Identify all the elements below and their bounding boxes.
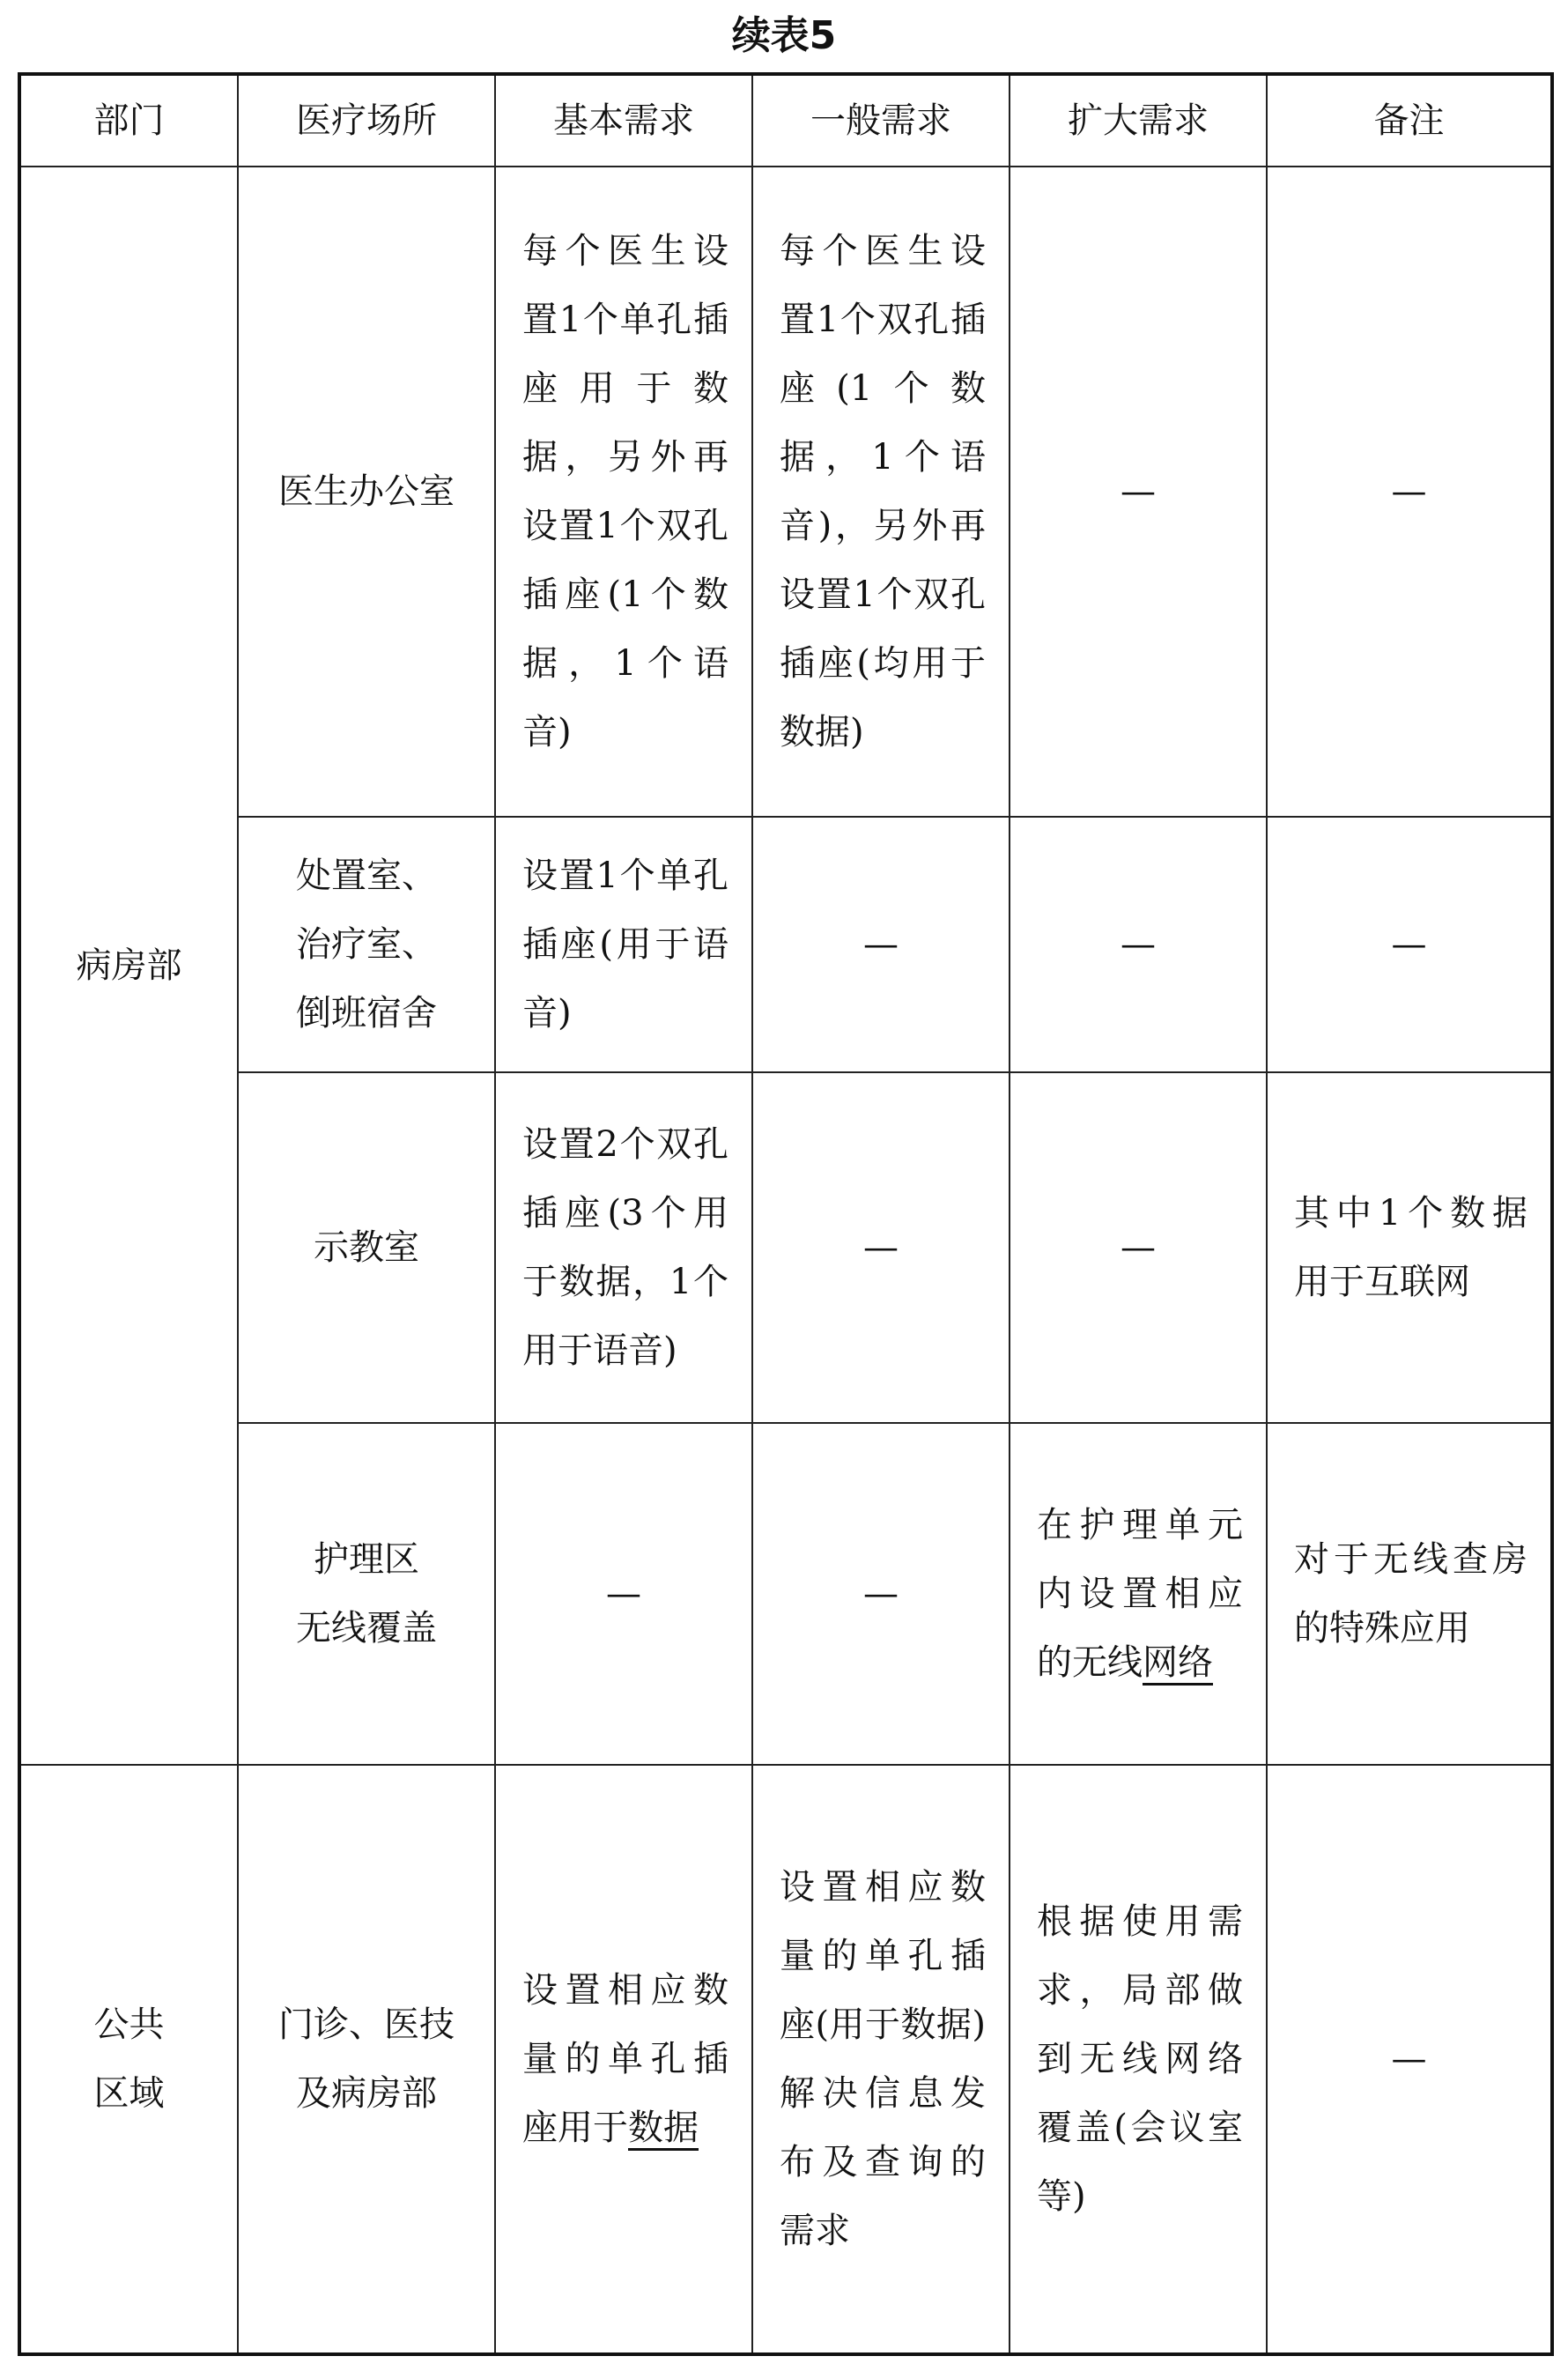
general-cell: — — [752, 1423, 1010, 1765]
department-line: 公共 — [93, 2004, 165, 2045]
basic-text: 设置相应数量的单孔插座用于 — [522, 1970, 729, 2148]
extended-cell: — — [1010, 817, 1267, 1072]
note-cell: 其中1个数据用于互联网 — [1267, 1072, 1552, 1423]
extended-text: 在护理单元内设置相应的无线 — [1037, 1505, 1243, 1683]
requirements-table — [18, 72, 1554, 2356]
place-line: 倒班宿舍 — [296, 993, 437, 1034]
department-ward: 病房部 — [19, 167, 238, 1765]
table-row — [19, 817, 1552, 1072]
place-line: 及病房部 — [296, 2073, 437, 2114]
extended-cell: — — [1010, 1072, 1267, 1423]
place-line: 处置室、 — [296, 856, 437, 896]
general-cell: 设置相应数量的单孔插座(用于数据)解决信息发布及查询的需求 — [752, 1765, 1010, 2354]
place-cell — [238, 1423, 495, 1765]
header-note: 备注 — [1267, 74, 1552, 167]
basic-cell: 每个医生设置1个单孔插座用于数据，另外再设置1个双孔插座(1个数据，1个语音) — [495, 167, 752, 817]
place-line: 无线覆盖 — [296, 1608, 437, 1649]
department-public — [19, 1765, 238, 2354]
basic-cell — [495, 1765, 752, 2354]
note-cell: — — [1267, 167, 1552, 817]
basic-cell: 设置1个单孔插座(用于语音) — [495, 817, 752, 1072]
table-row — [19, 1423, 1552, 1765]
extended-cell: 根据使用需求，局部做到无线网络覆盖(会议室等) — [1010, 1765, 1267, 2354]
basic-cell: 设置2个双孔插座(3个用于数据，1个用于语音) — [495, 1072, 752, 1423]
table-row — [19, 167, 1552, 817]
extended-cell — [1010, 1423, 1267, 1765]
table-row — [19, 1765, 1552, 2354]
note-cell: — — [1267, 817, 1552, 1072]
place-cell — [238, 1765, 495, 2354]
extended-cell: — — [1010, 167, 1267, 817]
place-cell: 医生办公室 — [238, 167, 495, 817]
header-row — [19, 74, 1552, 167]
place-cell: 示教室 — [238, 1072, 495, 1423]
header-place: 医疗场所 — [238, 74, 495, 167]
note-cell: — — [1267, 1765, 1552, 2354]
place-line: 护理区 — [314, 1539, 419, 1580]
general-cell: — — [752, 817, 1010, 1072]
basic-underlined-text: 数据 — [628, 2108, 699, 2151]
place-line: 治疗室、 — [296, 924, 437, 965]
table-title: 续表5 — [731, 13, 837, 58]
basic-cell: — — [495, 1423, 752, 1765]
header-department: 部门 — [19, 74, 238, 167]
header-basic: 基本需求 — [495, 74, 752, 167]
table-row — [19, 1072, 1552, 1423]
general-cell: 每个医生设置1个双孔插座(1个数据，1个语音)，另外再设置1个双孔插座(均用于数据) — [752, 167, 1010, 817]
place-cell — [238, 817, 495, 1072]
header-extended: 扩大需求 — [1010, 74, 1267, 167]
general-cell: — — [752, 1072, 1010, 1423]
department-line: 区域 — [93, 2073, 165, 2114]
place-line: 门诊、医技 — [278, 2004, 455, 2045]
extended-underlined-text: 网络 — [1143, 1642, 1213, 1686]
header-general: 一般需求 — [752, 74, 1010, 167]
note-cell: 对于无线查房的特殊应用 — [1267, 1423, 1552, 1765]
